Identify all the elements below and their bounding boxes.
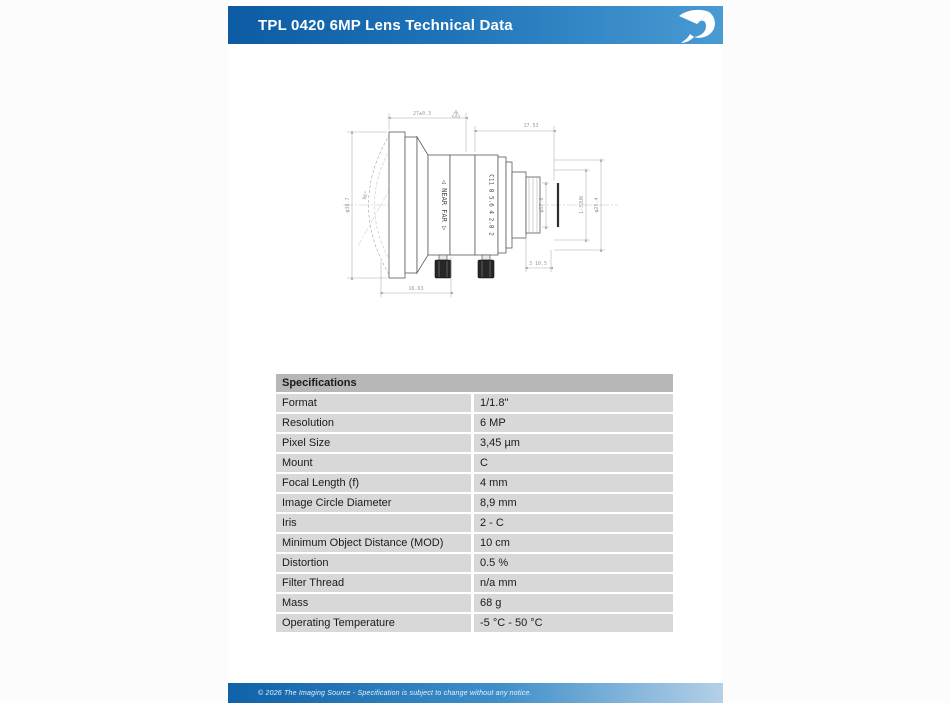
spec-row [276,414,673,432]
iris-ring-marking: C11 8 5.6 4 2.8 2 [487,174,495,236]
spec-row [276,594,673,612]
spec-value: 8,9 mm [474,494,673,512]
spec-label: Filter Thread [276,574,471,592]
spec-label: Pixel Size [276,434,471,452]
spec-value: 6 MP [474,414,673,432]
thumb-screw [435,255,451,278]
spec-row [276,454,673,472]
spec-row [276,394,673,412]
spec-value: 0.5 % [474,554,673,572]
svg-text:27±0.3: 27±0.3 [412,111,432,117]
spec-value: -5 °C - 50 °C [474,614,673,632]
field-angle-label: 96° [361,190,371,201]
spec-row [276,574,673,592]
svg-text:1-32UN: 1-32UN [579,195,585,215]
lens-body [389,132,540,278]
spec-label: Minimum Object Distance (MOD) [276,534,471,552]
table-body [276,394,673,632]
page-title: TPL 0420 6MP Lens Technical Data [258,16,513,34]
spec-row [276,534,673,552]
svg-text:φ25.4: φ25.4 [594,197,600,213]
spec-value: 2 - C [474,514,673,532]
svg-text:3 10.5: 3 10.5 [528,261,548,267]
specifications-table [276,374,673,634]
lens-technical-drawing [336,98,632,318]
thumb-screw [478,255,494,278]
spec-label: Operating Temperature [276,614,471,632]
spec-value: 3,45 µm [474,434,673,452]
header-bar [228,6,723,44]
table-title: Specifications [276,374,673,392]
spec-row [276,554,673,572]
imaging-source-logo-icon [676,7,718,47]
spec-label: Mount [276,454,471,472]
spec-value: 1/1.8" [474,394,673,412]
focus-ring-marking: ◁ NEAR FAR ▷ [440,179,448,231]
spec-label: Iris [276,514,471,532]
spec-label: Distortion [276,554,471,572]
spec-row [276,434,673,452]
spec-value: n/a mm [474,574,673,592]
spec-value: C [474,454,673,472]
spec-label: Format [276,394,471,412]
spec-value: 68 g [474,594,673,612]
footer-bar [228,683,723,703]
spec-label: Image Circle Diameter [276,494,471,512]
svg-text:3: 3 [454,112,458,118]
spec-value: 10 cm [474,534,673,552]
spec-value: 4 mm [474,474,673,492]
spec-row [276,474,673,492]
spec-row [276,614,673,632]
svg-text:φ17.6: φ17.6 [539,197,545,213]
svg-text:φ38.7: φ38.7 [345,197,351,213]
spec-row [276,514,673,532]
datasheet-page [228,0,723,703]
spec-label: Mass [276,594,471,612]
dimension-flange [526,236,551,272]
copyright-text: © 2026 The Imaging Source - Specification is subject to change without any notice. [258,689,532,697]
svg-text:17.53: 17.53 [523,123,539,129]
spec-row [276,494,673,512]
spec-label: Resolution [276,414,471,432]
svg-text:16.63: 16.63 [408,286,424,292]
spec-label: Focal Length (f) [276,474,471,492]
